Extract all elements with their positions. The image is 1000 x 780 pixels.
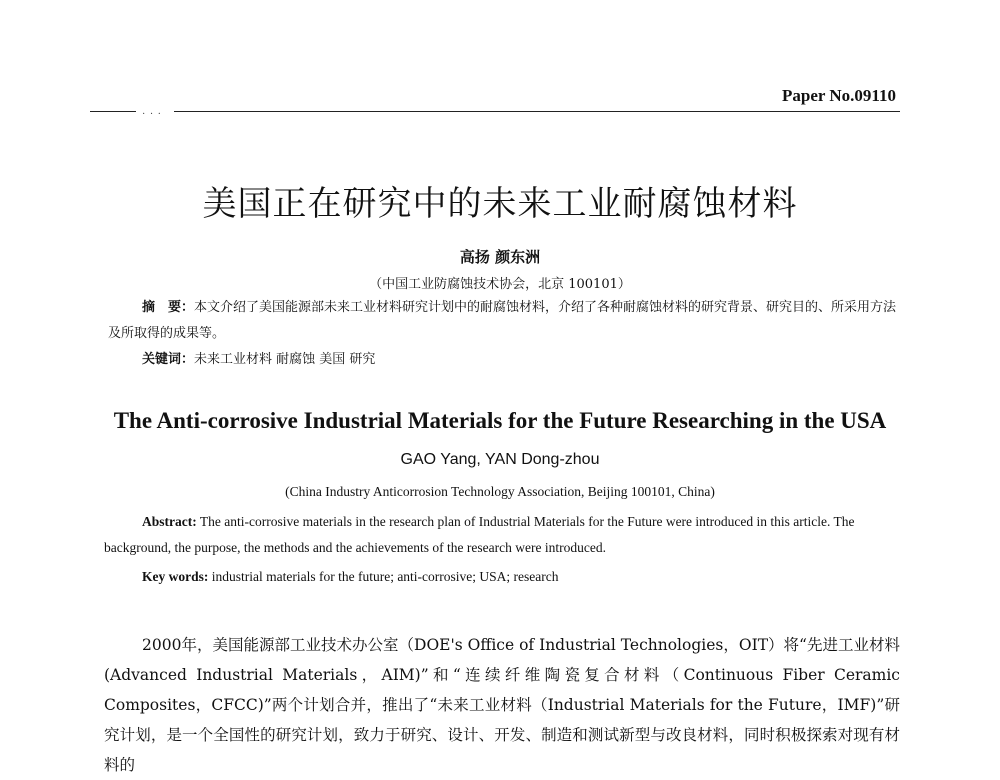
english-title: The Anti-corrosive Industrial Materials for the Future Researching in the USA xyxy=(113,408,887,433)
english-keywords-text: industrial materials for the future; anti-corrosive; USA; research xyxy=(208,569,559,584)
chinese-title: 美国正在研究中的未来工业耐腐蚀材料 xyxy=(202,184,798,224)
chinese-keywords-label: 关键词： xyxy=(142,352,195,367)
english-abstract-text: The anti-corrosive materials in the research plan of Industrial Materials for the Future were introduced in this article. The background, the purpose, the methods and the achievements of the research were introduced. xyxy=(104,514,855,555)
header-rule-short xyxy=(90,111,136,112)
english-keywords xyxy=(142,564,900,590)
english-abstract xyxy=(104,509,900,561)
english-authors: GAO Yang, YAN Dong-zhou xyxy=(400,451,600,468)
chinese-abstract-label: 摘 要： xyxy=(142,300,195,315)
english-keywords-label: Key words: xyxy=(142,569,209,584)
chinese-keywords xyxy=(142,347,900,373)
chinese-authors: 高扬 颜东洲 xyxy=(459,248,541,266)
paper-number: Paper No.09110 xyxy=(782,86,896,105)
english-affiliation: (China Industry Anticorrosion Technology Association, Beijing 100101, China) xyxy=(285,484,715,499)
body-paragraph: 2000年，美国能源部工业技术办公室（DOE's Office of Industrial Technologies，OIT）将“先进工业材料(Advanced Industrial Materials，AIM)”和“连续纤维陶瓷复合材料（Continuous Fiber Ceramic Composites，CFCC)”两个计划合并，推出了“未来工业材料（Industrial Materials for the Future，IMF)”研究计划，是一个全国性的研究计划，致力于研究、设计、开发、制造和测试新型与改良材料，同时积极探索对现有材料的 xyxy=(104,636,900,774)
header-rule-dots: · · · xyxy=(142,109,162,120)
english-abstract-label: Abstract: xyxy=(142,514,197,529)
header-rule xyxy=(174,111,900,112)
chinese-abstract-text: 本文介绍了美国能源部未来工业材料研究计划中的耐腐蚀材料，介绍了各种耐腐蚀材料的研究背景、研究目的、所采用方法及所取得的成果等。 xyxy=(108,300,897,341)
chinese-abstract xyxy=(108,295,900,347)
chinese-keywords-text: 未来工业材料 耐腐蚀 美国 研究 xyxy=(194,352,376,367)
chinese-affiliation: （中国工业防腐蚀技术协会，北京 100101） xyxy=(369,277,631,292)
